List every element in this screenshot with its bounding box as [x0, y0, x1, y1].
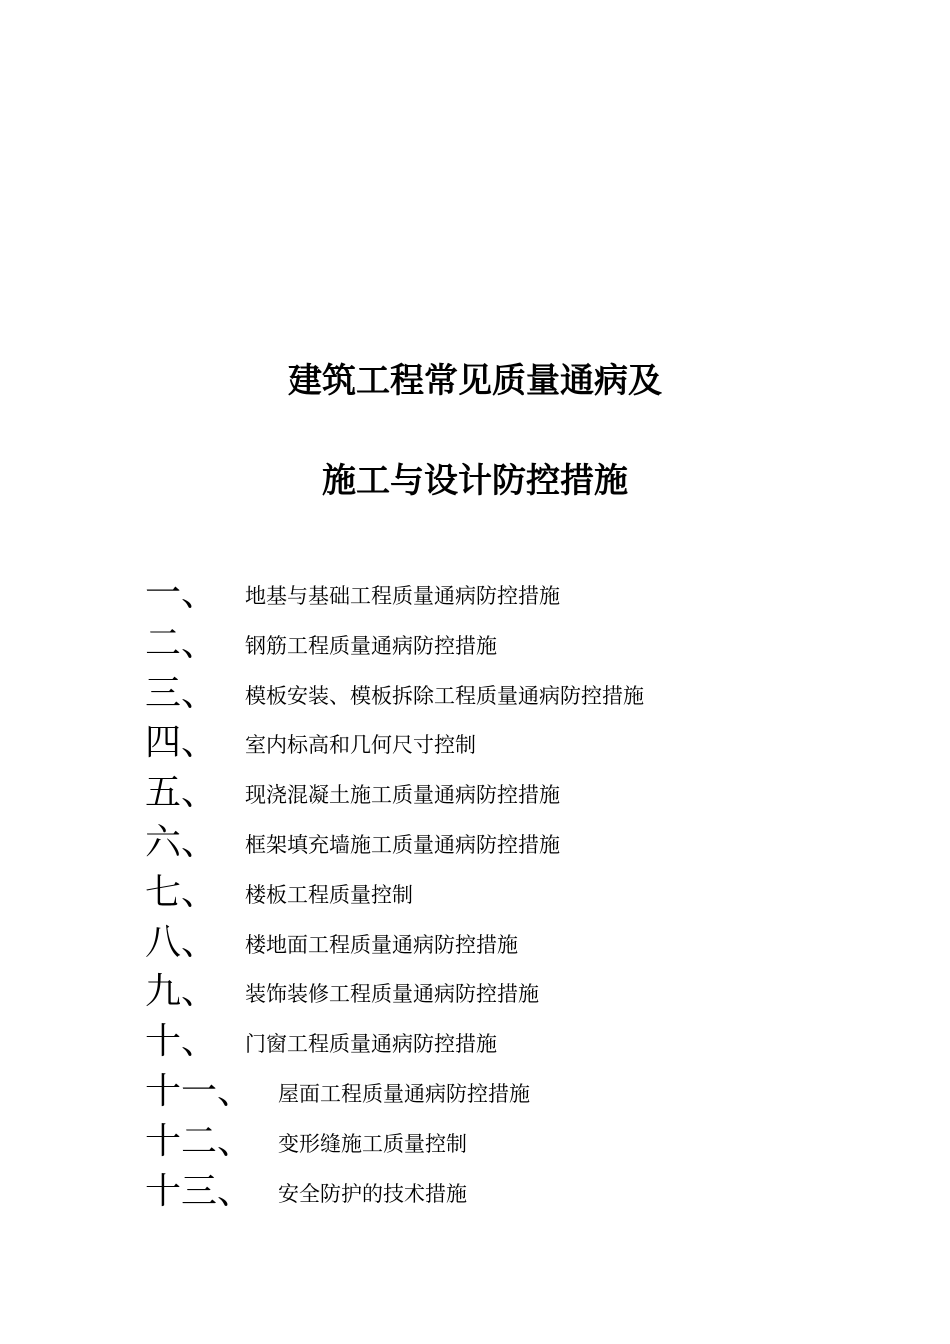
toc-number: 五、	[145, 772, 218, 814]
toc-item-4	[145, 721, 865, 771]
toc-number: 一、	[145, 573, 218, 614]
toc-item-3	[145, 672, 865, 722]
toc-item-7	[145, 871, 865, 921]
toc-number: 九、	[145, 971, 218, 1013]
toc-text: 屋面工程质量通病防控措施	[278, 1081, 530, 1106]
document-title-line-2: 施工与设计防控措施	[322, 461, 628, 501]
toc-item-5	[145, 771, 865, 821]
toc-text: 楼板工程质量控制	[245, 882, 413, 907]
toc-text: 变形缝施工质量控制	[278, 1131, 467, 1156]
toc-number: 二、	[145, 622, 218, 664]
toc-item-11	[145, 1070, 865, 1120]
table-of-contents	[145, 572, 865, 1219]
toc-text: 模板安装、模板拆除工程质量通病防控措施	[245, 683, 644, 708]
toc-item-13	[145, 1170, 865, 1220]
toc-number: 四、	[145, 722, 218, 764]
document-title-line-1: 建筑工程常见质量通病及	[288, 361, 662, 401]
toc-number: 十三、	[145, 1170, 254, 1212]
toc-item-2	[145, 622, 865, 672]
toc-number: 六、	[145, 821, 218, 863]
toc-item-12	[145, 1120, 865, 1170]
toc-text: 现浇混凝土施工质量通病防控措施	[245, 783, 560, 808]
toc-item-10	[145, 1020, 865, 1070]
toc-number: 十二、	[145, 1120, 254, 1162]
toc-number: 七、	[145, 871, 218, 913]
toc-number: 八、	[145, 921, 218, 963]
toc-text: 钢筋工程质量通病防控措施	[245, 633, 497, 658]
toc-item-9	[145, 970, 865, 1020]
toc-text: 地基与基础工程质量通病防控措施	[245, 584, 560, 608]
toc-text: 室内标高和几何尺寸控制	[245, 733, 476, 758]
toc-text: 门窗工程质量通病防控措施	[245, 1032, 497, 1057]
toc-text: 安全防护的技术措施	[278, 1181, 467, 1206]
toc-number: 十一、	[145, 1070, 254, 1112]
toc-item-8	[145, 921, 865, 971]
toc-number: 十、	[145, 1021, 218, 1063]
toc-text: 框架填充墙施工质量通病防控措施	[245, 832, 560, 857]
toc-item-1	[145, 572, 865, 622]
toc-number: 三、	[145, 672, 218, 714]
toc-item-6	[145, 821, 865, 871]
toc-text: 装饰装修工程质量通病防控措施	[245, 982, 539, 1007]
toc-text: 楼地面工程质量通病防控措施	[245, 932, 518, 957]
